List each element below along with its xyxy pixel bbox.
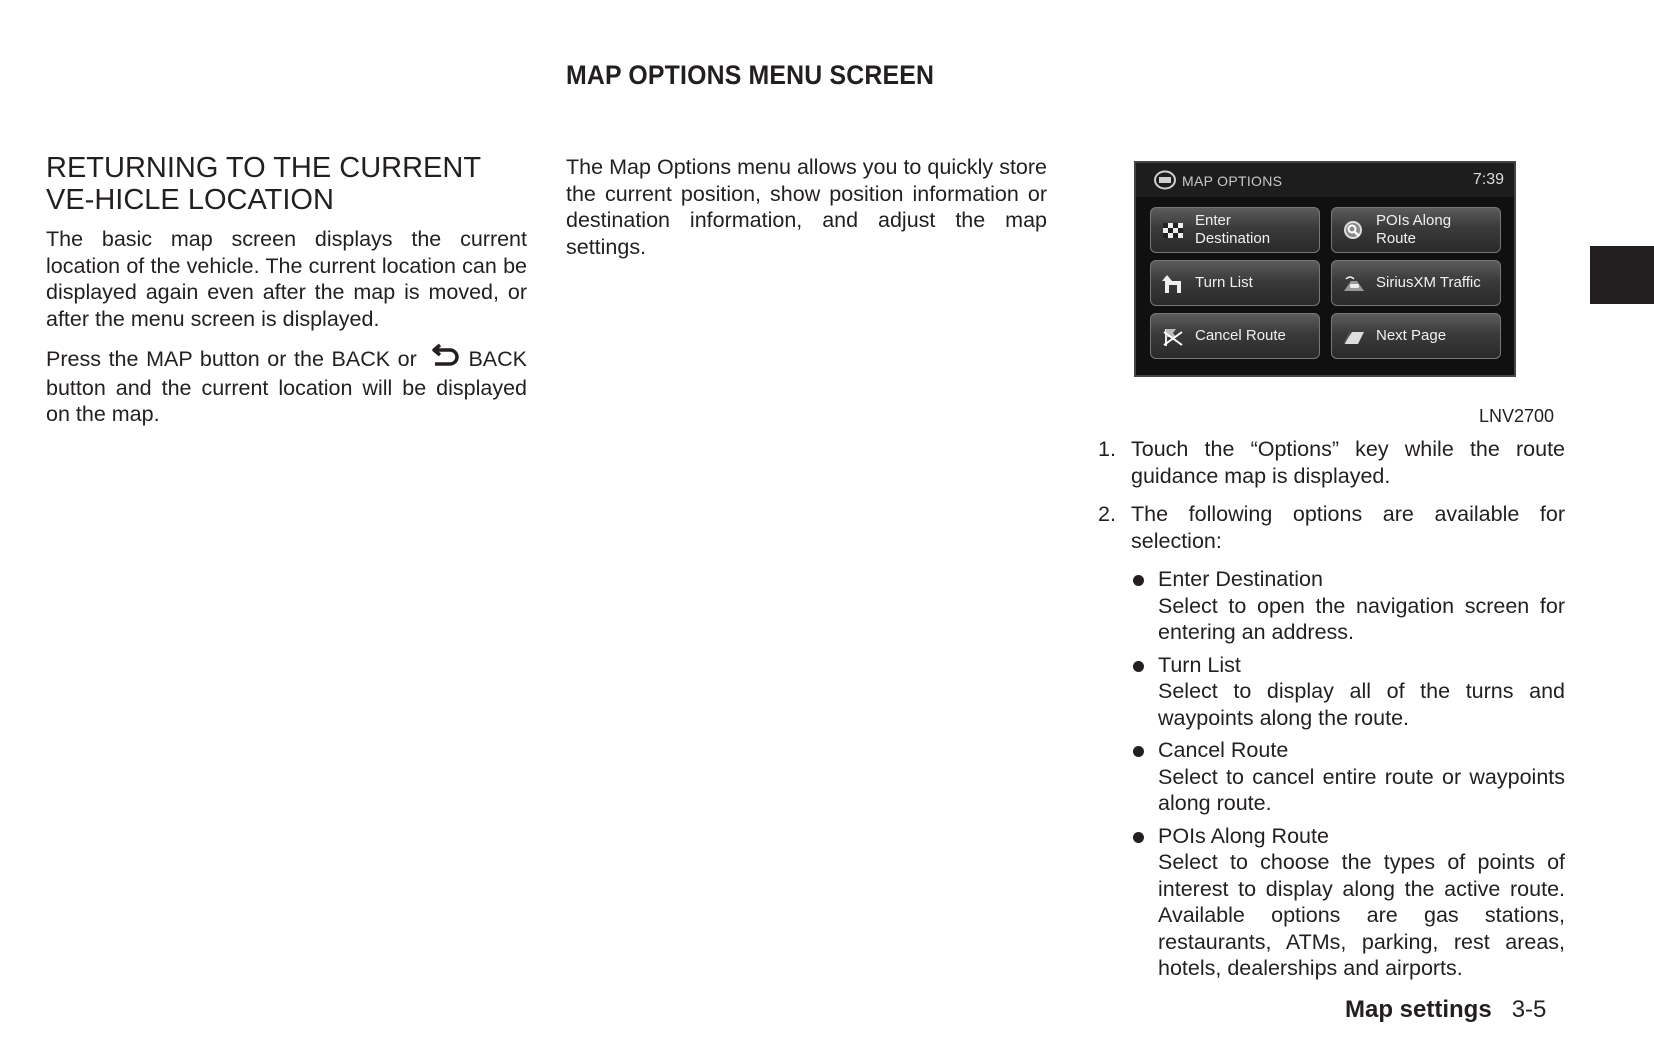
- screen-clock: 7:39: [1472, 171, 1504, 188]
- step-2-text: The following options are available for selection:: [1131, 502, 1565, 553]
- next-page-icon: [1342, 326, 1366, 348]
- middle-column: [566, 154, 1047, 270]
- pois-along-route-label: POIs Along Route: [1376, 212, 1452, 247]
- siriusxm-traffic-button[interactable]: [1331, 260, 1501, 306]
- step-2-number: 2.: [1098, 502, 1116, 526]
- page-footer: [1345, 996, 1546, 1024]
- bullet-dot: [1133, 746, 1144, 757]
- step-1-number: 1.: [1098, 437, 1116, 461]
- enter-destination-button[interactable]: [1150, 207, 1320, 253]
- cancel-route-button[interactable]: [1150, 313, 1320, 359]
- cancel-route-label: Cancel Route: [1195, 327, 1286, 344]
- next-page-label: Next Page: [1376, 327, 1447, 344]
- nav-logo-icon: [1154, 170, 1176, 195]
- left-paragraph-2: [46, 342, 527, 428]
- left-column: [46, 152, 527, 438]
- option-description: Select to cancel entire route or waypoints along route.: [1158, 764, 1565, 815]
- bullet-dot: [1133, 661, 1144, 672]
- figure-label: LNV2700: [1479, 406, 1555, 426]
- pois-along-route-button[interactable]: [1331, 207, 1501, 253]
- section-header: MAP OPTIONS MENU SCREEN: [566, 60, 935, 90]
- option-name: Cancel Route: [1158, 738, 1289, 762]
- option-name: Enter Destination: [1158, 567, 1323, 591]
- back-arrow-icon: [431, 342, 461, 375]
- turn-list-label: Turn List: [1195, 274, 1253, 291]
- option-description: Select to choose the types of points of interest to display along the active route. Available options are gas stations, restaurants, ATMs, parking, rest areas, hotels, dealerships and airports.: [1158, 850, 1565, 980]
- option-description: Select to display all of the turns and waypoints along the route.: [1158, 679, 1565, 730]
- chapter-edge-tab: [1590, 246, 1654, 304]
- screen-title-bar: [1136, 163, 1514, 197]
- option-enter-destination: [1131, 566, 1565, 646]
- turn-list-button[interactable]: [1150, 260, 1320, 306]
- left-heading: RETURNING TO THE CURRENT VE-HICLE LOCATION: [46, 152, 481, 216]
- step-1-text: Touch the “Options” key while the route guidance map is displayed.: [1131, 437, 1565, 488]
- cancel-route-icon: [1161, 326, 1185, 348]
- option-name: POIs Along Route: [1158, 823, 1329, 848]
- option-description: Select to open the navigation screen for entering an address.: [1158, 593, 1565, 644]
- left-paragraph-2-end: BACK button and the current location will be displayed on the map.: [46, 347, 527, 426]
- options-list: [1131, 566, 1565, 982]
- bullet-dot: [1133, 575, 1144, 586]
- step-1: [1098, 436, 1565, 489]
- page-number: 3-5: [1511, 996, 1547, 1023]
- traffic-icon: [1342, 273, 1366, 295]
- left-paragraph-1: The basic map screen displays the current location of the vehicle. The current location can be displayed again even after the map is moved, or after the menu screen is displayed.: [46, 227, 527, 331]
- middle-paragraph: The Map Options menu allows you to quickly store the current position, show position information or destination information, and adjust the map settings.: [566, 155, 1047, 259]
- map-options-screenshot: [1134, 161, 1516, 377]
- option-cancel-route: [1131, 737, 1565, 817]
- step-2: [1098, 501, 1565, 554]
- next-page-button[interactable]: [1331, 313, 1501, 359]
- option-pois-along-route: [1131, 823, 1565, 982]
- enter-destination-label: Enter Destination: [1195, 212, 1271, 247]
- turn-arrow-icon: [1161, 273, 1185, 295]
- screen-title: MAP OPTIONS: [1182, 173, 1283, 189]
- poi-search-icon: [1342, 220, 1366, 242]
- left-paragraph-2-start: Press the MAP button or the BACK or: [46, 347, 417, 371]
- siriusxm-traffic-label: SiriusXM Traffic: [1376, 274, 1481, 291]
- footer-section: Map settings: [1345, 996, 1492, 1023]
- bullet-dot: [1133, 832, 1144, 843]
- option-turn-list: [1131, 652, 1565, 732]
- option-name: Turn List: [1158, 652, 1241, 677]
- right-column: [1098, 436, 1565, 988]
- checkered-flag-icon: [1161, 220, 1185, 242]
